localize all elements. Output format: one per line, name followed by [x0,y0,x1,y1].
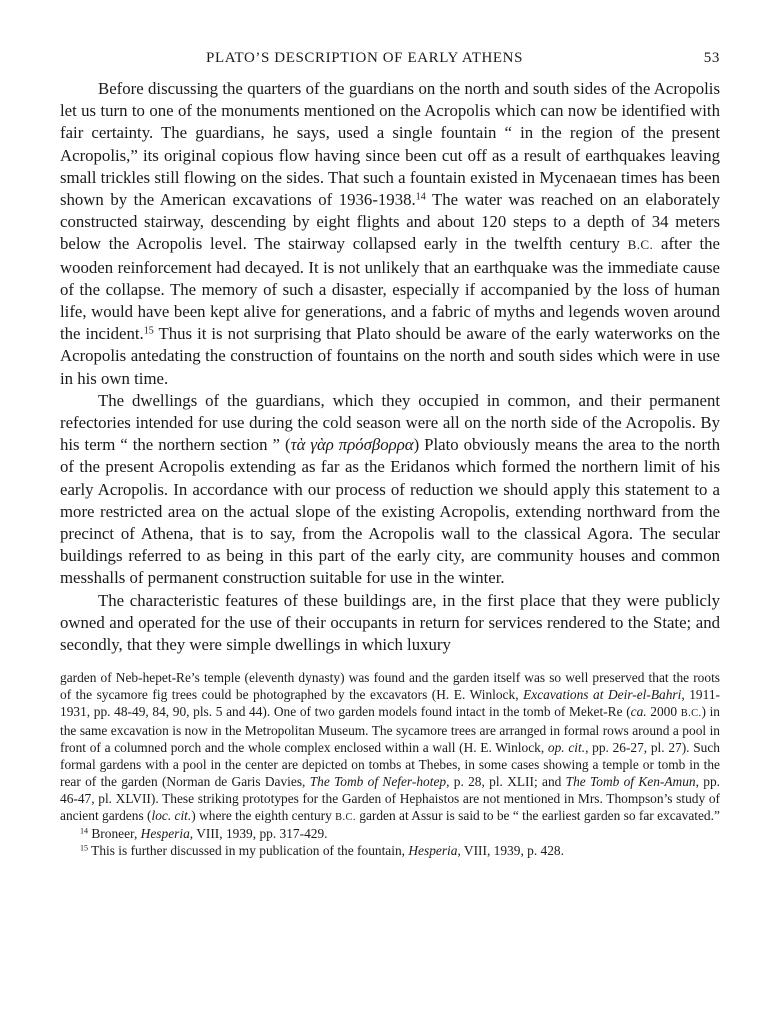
running-header [60,44,720,78]
greek-phrase: τὰ γὰρ πρόσβορρα [290,435,414,455]
footnote-ref-14: 14 [415,191,426,203]
footnote-14: $^{14}$ Broneer, Hesperia, VIII, 1939, pp. 317-429. [80,826,328,842]
footnote-continuation: garden of Neb-hepet-Re’s temple (eleventh dynasty) was found and the garden itself was so well preserved that the roots of the sycamore fig trees could be photographed by the excavators (H. E. Winlock, Excavations at Deir-el-Bahri, 1911-1931, pp. 48-49, 84, 90, pls. 5 and 44). One of two garden models found intact in the tomb of Meket-Re (ca. 2000 B.C.) in the same excavation is now in the Metropolitan Museum. The sycamore trees are arranged in formal rows around a pool in front of a columned porch and the whole complex enclosed within a wall (H. E. Winlock, op. cit., pp. 26-27, pl. 27). Such formal gardens with a pool in the center are depicted on tombs at Thebes, in some cases showing a temple or tomb in the rear of the garden (Norman de Garis Davies, The Tomb of Nefer-hotep, p. 28, pl. XLII; and The Tomb of Ken-Amun, pp. 46-47, pl. XLVII). These striking prototypes for the Garden of Hephaistos are not mentioned in Mrs. Thompson’s study of ancient gardens (loc. cit.) where the eighth century B.C. garden at Assur is said to be “ the earliest garden so far excavated.” [60,670,721,823]
footnotes [60,670,720,860]
body-text [60,78,720,656]
running-title: PLATO’S DESCRIPTION OF EARLY ATHENS [206,50,524,66]
footnote-15: $^{15}$ This is further discussed in my publication of the fountain, Hesperia, VIII, 1939, p. 428. [80,843,564,859]
page [60,44,720,860]
paragraph-features: The characteristic features of these buildings are, in the first place that they were publicly owned and operated for the use of their occupants in return for services rendered to the State; and secondly, that they were simple dwellings in which luxury [60,590,720,655]
footnote-ref-15: 15 [143,325,154,337]
page-number: 53 [703,50,720,66]
paragraph-fountain: Before discussing the quarters of the guardians on the north and south sides of the Acropolis let us turn to one of the monuments mentioned on the Acropolis which can now be identified with fair certainty. The guardians, he says, used a single fountain “ in the region of the present Acropolis,” its original copious flow having since been cut off as a result of earthquakes leaving small trickles still flowing on the sides. That such a fountain existed in Mycenaean times has been shown by the American excavations of 1936-1938.14 The water was reached on an elaborately constructed stairway, descending by eight flights and about 120 steps to a depth of 34 meters below the Acropolis level. The stairway collapsed early in the twelfth century B.C. after the wooden reinforcement had decayed. It is not unlikely that an earthquake was the immediate cause of the collapse. The memory of such a disaster, especially if accompanied by the loss of human life, would have been kept alive for generations, and a fabric of myths and legends woven around the incident.$^{15}$ Thus it is not surprising that Plato should be aware of the early waterworks on the Acropolis antedating the construction of fountains on the north and south sides which were in use in his own time. [60,79,720,388]
paragraph-dwellings: The dwellings of the guardians, which they occupied in common, and their permanent refectories intended for use during the cold season were all on the north side of the Acropolis. By his term “ the northern section ” (τὰ γὰρ πρόσβορρα) Plato obviously means the area to the north of the present Acropolis extending as far as the Eridanos which formed the northern limit of his early Acropolis. In accordance with our process of reduction we should apply this statement to a more restricted area on the actual slope of the existing Acropolis, extending northward from the precinct of Athena, that is to say, from the Acropolis wall to the classical Agora. The secular buildings referred to as being in this part of the early city, are community houses and common messhalls of permanent construction suitable for use in the winter. [60,390,720,588]
